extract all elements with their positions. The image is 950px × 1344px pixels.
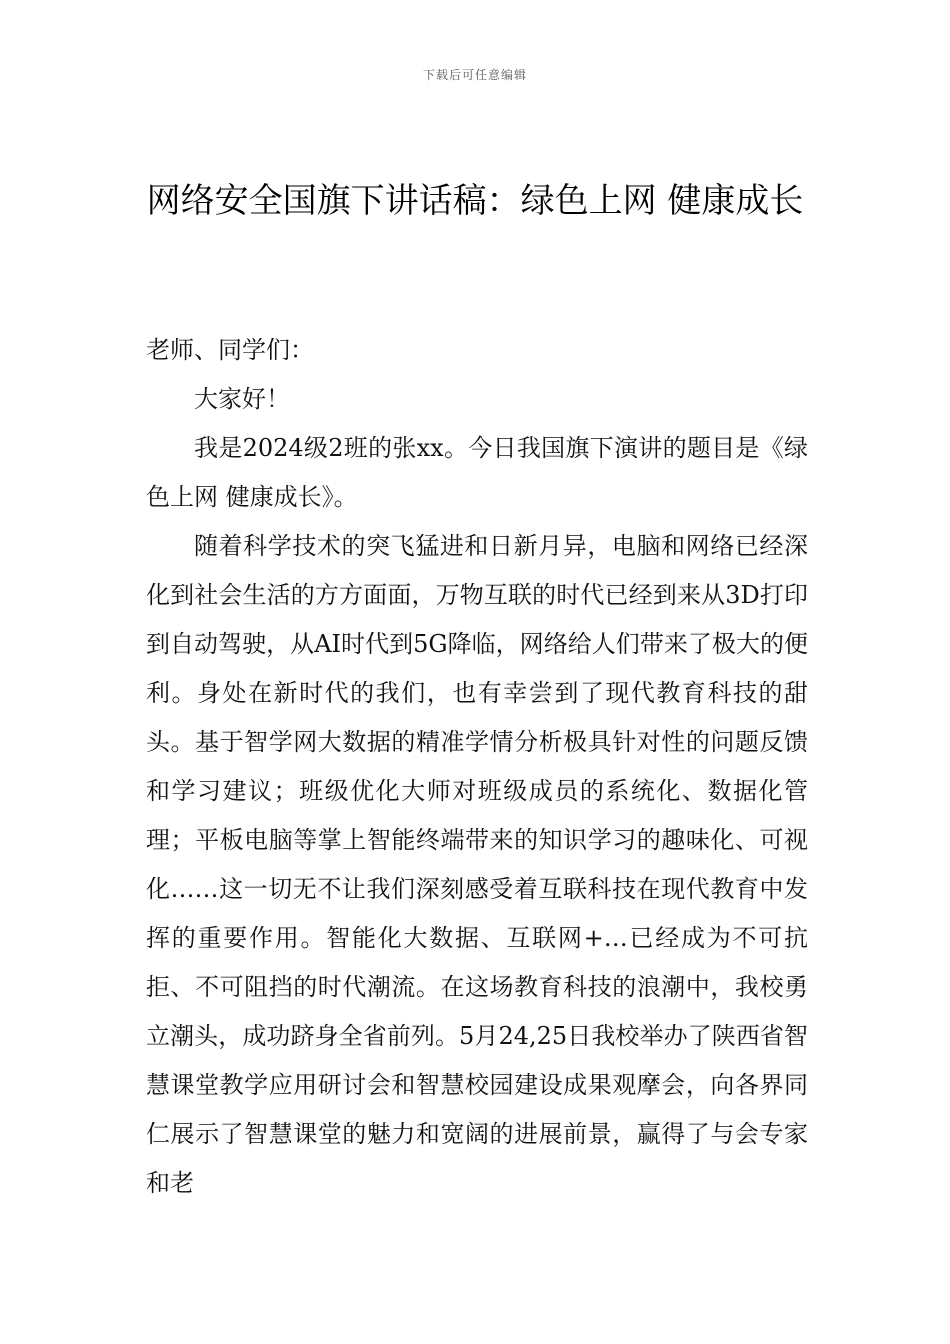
paragraph-intro: 我是2024级2班的张xx。今日我国旗下演讲的题目是《绿色上网 健康成长》。 [146,434,808,511]
paragraph-main: 随着科学技术的突飞猛进和日新月异，电脑和网络已经深化到社会生活的方方面面，万物互联的时代已经到来从3D打印到自动驾驶，从AI时代到5G降临，网络给人们带来了极大的便利。身处在新时代的我们，也有幸尝到了现代教育科技的甜头。基于智学网大数据的精准学情分析极具针对性的问题反馈和学习建议；班级优化大师对班级成员的系统化、数据化管理；平板电脑等掌上智能终端带来的知识学习的趣味化、可视化……这一切无不让我们深刻感受着互联科技在现代教育中发挥的重要作用。智能化大数据、互联网+…已经成为不可抗拒、不可阻挡的时代潮流。在这场教育科技的浪潮中，我校勇立潮头，成功跻身全省前列。5月24,25日我校举办了陕西省智慧课堂教学应用研讨会和智慧校园建设成果观摩会，向各界同仁展示了智慧课堂的魅力和宽阔的进展前景，赢得了与会专家和老 [146,532,808,1197]
page-header-note: 下载后可任意编辑 [422,68,527,82]
salutation: 老师、同学们： [146,336,314,364]
document-title: 网络安全国旗下讲话稿：绿色上网 健康成长 [146,181,804,221]
greeting: 大家好！ [194,385,290,413]
document-body [146,326,808,1208]
